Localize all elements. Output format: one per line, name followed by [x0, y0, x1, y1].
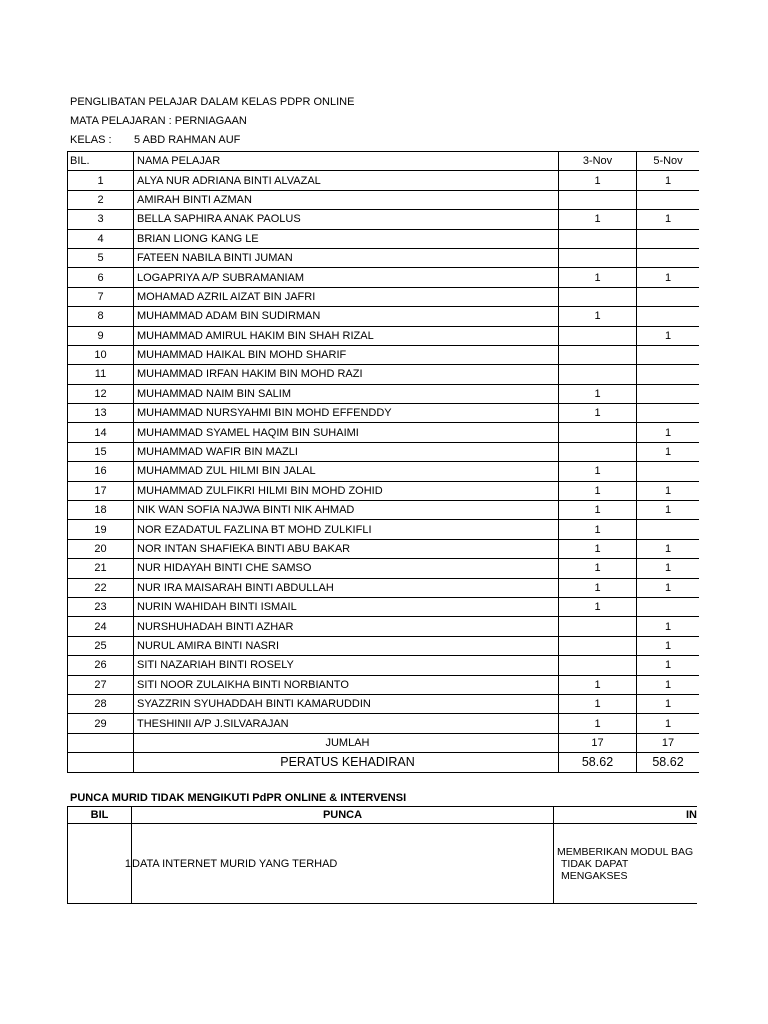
row-number: 4	[68, 229, 134, 248]
row-number: 17	[68, 481, 134, 500]
total-5-nov: 17	[637, 733, 700, 752]
attendance-3-nov: 1	[559, 578, 637, 597]
attendance-3-nov: 1	[559, 171, 637, 190]
attendance-3-nov	[559, 636, 637, 655]
row-number: 2	[68, 190, 134, 209]
student-name: NOR INTAN SHAFIEKA BINTI ABU BAKAR	[134, 539, 559, 558]
student-name: BRIAN LIONG KANG LE	[134, 229, 559, 248]
attendance-3-nov	[559, 229, 637, 248]
student-name: NIK WAN SOFIA NAJWA BINTI NIK AHMAD	[134, 501, 559, 520]
attendance-3-nov: 1	[559, 307, 637, 326]
attendance-3-nov: 1	[559, 210, 637, 229]
table-row	[68, 559, 700, 578]
attendance-5-nov: 1	[637, 442, 700, 461]
student-name: THESHINII A/P J.SILVARAJAN	[134, 714, 559, 733]
student-name: BELLA SAPHIRA ANAK PAOLUS	[134, 210, 559, 229]
table-row	[68, 423, 700, 442]
row-number: 14	[68, 423, 134, 442]
attendance-5-nov	[637, 248, 700, 267]
table-row	[68, 287, 700, 306]
total-row	[68, 733, 700, 752]
table-row	[68, 229, 700, 248]
attendance-3-nov: 1	[559, 501, 637, 520]
row-number: 18	[68, 501, 134, 520]
table-row	[68, 190, 700, 209]
column-header-name: NAMA PELAJAR	[134, 152, 559, 171]
attendance-3-nov	[559, 365, 637, 384]
row-number: 22	[68, 578, 134, 597]
attendance-3-nov: 1	[559, 520, 637, 539]
attendance-3-nov: 1	[559, 481, 637, 500]
column-header-date-2: 5-Nov	[637, 152, 700, 171]
percent-row	[68, 753, 700, 772]
attendance-5-nov: 1	[637, 578, 700, 597]
student-name: MUHAMMAD NURSYAHMI BIN MOHD EFFENDDY	[134, 404, 559, 423]
row-number: 25	[68, 636, 134, 655]
student-name: NURUL AMIRA BINTI NASRI	[134, 636, 559, 655]
table-row	[68, 656, 700, 675]
attendance-3-nov: 1	[559, 404, 637, 423]
attendance-5-nov	[637, 462, 700, 481]
table-row	[68, 539, 700, 558]
attendance-5-nov: 1	[637, 423, 700, 442]
table-row	[68, 501, 700, 520]
intervention-text	[554, 824, 698, 904]
row-number: 9	[68, 326, 134, 345]
row-number: 12	[68, 384, 134, 403]
class-label: KELAS :	[70, 134, 112, 146]
row-number: 3	[68, 210, 134, 229]
attendance-5-nov	[637, 345, 700, 364]
attendance-3-nov	[559, 617, 637, 636]
student-name: SITI NAZARIAH BINTI ROSELY	[134, 656, 559, 675]
table-row	[68, 210, 700, 229]
table-row	[68, 307, 700, 326]
attendance-5-nov	[637, 520, 700, 539]
table-row	[68, 384, 700, 403]
table-row	[68, 694, 700, 713]
table-row	[68, 442, 700, 461]
attendance-5-nov: 1	[637, 559, 700, 578]
attendance-5-nov	[637, 287, 700, 306]
table-row	[68, 462, 700, 481]
row-number: 24	[68, 617, 134, 636]
row-number: 6	[68, 268, 134, 287]
row-number: 26	[68, 656, 134, 675]
student-name: MUHAMMAD SYAMEL HAQIM BIN SUHAIMI	[134, 423, 559, 442]
subject-label: MATA PELAJARAN : PERNIAGAAN	[70, 115, 247, 127]
column-header-intervensi: IN	[554, 807, 698, 824]
attendance-3-nov	[559, 248, 637, 267]
student-name: MUHAMMAD ZUL HILMI BIN JALAL	[134, 462, 559, 481]
attendance-3-nov	[559, 190, 637, 209]
cause-intervention-table	[67, 806, 697, 904]
row-number: 19	[68, 520, 134, 539]
intervention-line-1: MEMBERIKAN MODUL BAG	[557, 845, 694, 858]
attendance-5-nov: 1	[637, 694, 700, 713]
table-row	[68, 520, 700, 539]
percent-5-nov: 58.62	[637, 753, 700, 772]
intervention-line-2: TIDAK DAPAT MENGAKSES	[561, 857, 629, 882]
student-name: SYAZZRIN SYUHADDAH BINTI KAMARUDDIN	[134, 694, 559, 713]
total-row-spacer	[68, 733, 134, 752]
attendance-5-nov	[637, 307, 700, 326]
student-name: MUHAMMAD IRFAN HAKIM BIN MOHD RAZI	[134, 365, 559, 384]
table-header-row	[68, 152, 700, 171]
row-number: 27	[68, 675, 134, 694]
student-name: MUHAMMAD ADAM BIN SUDIRMAN	[134, 307, 559, 326]
table-row	[68, 578, 700, 597]
attendance-3-nov: 1	[559, 597, 637, 616]
attendance-5-nov: 1	[637, 481, 700, 500]
cause-header-row	[68, 807, 698, 824]
row-number: 8	[68, 307, 134, 326]
attendance-5-nov	[637, 229, 700, 248]
attendance-3-nov: 1	[559, 714, 637, 733]
row-number: 5	[68, 248, 134, 267]
attendance-3-nov	[559, 326, 637, 345]
student-name: NURSHUHADAH BINTI AZHAR	[134, 617, 559, 636]
percent-label: PERATUS KEHADIRAN	[134, 753, 559, 772]
table-row	[68, 714, 700, 733]
total-3-nov: 17	[559, 733, 637, 752]
attendance-5-nov: 1	[637, 171, 700, 190]
table-row	[68, 636, 700, 655]
class-value: 5 ABD RAHMAN AUF	[134, 134, 241, 146]
column-header-bil: BIL.	[68, 152, 134, 171]
row-number: 16	[68, 462, 134, 481]
student-name: NUR HIDAYAH BINTI CHE SAMSO	[134, 559, 559, 578]
row-number: 15	[68, 442, 134, 461]
table-row	[68, 675, 700, 694]
table-row	[68, 404, 700, 423]
row-number: 7	[68, 287, 134, 306]
attendance-5-nov	[637, 365, 700, 384]
row-number: 20	[68, 539, 134, 558]
column-header-date-1: 3-Nov	[559, 152, 637, 171]
attendance-3-nov	[559, 287, 637, 306]
table-row	[68, 481, 700, 500]
attendance-3-nov	[559, 423, 637, 442]
attendance-table	[67, 151, 699, 773]
student-name: MOHAMAD AZRIL AIZAT BIN JAFRI	[134, 287, 559, 306]
attendance-5-nov	[637, 190, 700, 209]
student-name: MUHAMMAD ZULFIKRI HILMI BIN MOHD ZOHID	[134, 481, 559, 500]
student-name: LOGAPRIYA A/P SUBRAMANIAM	[134, 268, 559, 287]
row-number: 28	[68, 694, 134, 713]
attendance-3-nov: 1	[559, 694, 637, 713]
column-header-bil: BIL	[68, 807, 132, 824]
student-name: MUHAMMAD HAIKAL BIN MOHD SHARIF	[134, 345, 559, 364]
attendance-3-nov	[559, 442, 637, 461]
student-name: NOR EZADATUL FAZLINA BT MOHD ZULKIFLI	[134, 520, 559, 539]
student-name: AMIRAH BINTI AZMAN	[134, 190, 559, 209]
table-row	[68, 171, 700, 190]
attendance-5-nov: 1	[637, 636, 700, 655]
section-title: PUNCA MURID TIDAK MENGIKUTI PdPR ONLINE & INTERVENSI	[70, 792, 407, 804]
student-name: SITI NOOR ZULAIKHA BINTI NORBIANTO	[134, 675, 559, 694]
attendance-5-nov: 1	[637, 539, 700, 558]
attendance-3-nov: 1	[559, 559, 637, 578]
row-number: 29	[68, 714, 134, 733]
table-row	[68, 268, 700, 287]
row-number: 10	[68, 345, 134, 364]
class-row	[70, 134, 241, 147]
student-name: NURIN WAHIDAH BINTI ISMAIL	[134, 597, 559, 616]
table-row	[68, 597, 700, 616]
student-name: ALYA NUR ADRIANA BINTI ALVAZAL	[134, 171, 559, 190]
total-label: JUMLAH	[134, 733, 559, 752]
row-number: 21	[68, 559, 134, 578]
percent-row-spacer	[68, 753, 134, 772]
attendance-5-nov: 1	[637, 714, 700, 733]
attendance-5-nov: 1	[637, 675, 700, 694]
row-number: 23	[68, 597, 134, 616]
attendance-5-nov	[637, 597, 700, 616]
row-number: 13	[68, 404, 134, 423]
table-row	[68, 248, 700, 267]
column-header-punca: PUNCA	[132, 807, 554, 824]
attendance-3-nov: 1	[559, 675, 637, 694]
student-name: NUR IRA MAISARAH BINTI ABDULLAH	[134, 578, 559, 597]
student-name: MUHAMMAD NAIM BIN SALIM	[134, 384, 559, 403]
cause-number: 1	[68, 824, 132, 904]
attendance-5-nov: 1	[637, 326, 700, 345]
attendance-5-nov: 1	[637, 656, 700, 675]
percent-3-nov: 58.62	[559, 753, 637, 772]
report-title: PENGLIBATAN PELAJAR DALAM KELAS PDPR ONLINE	[70, 96, 355, 108]
attendance-3-nov	[559, 345, 637, 364]
attendance-3-nov	[559, 656, 637, 675]
cause-text: DATA INTERNET MURID YANG TERHAD	[132, 824, 554, 904]
attendance-5-nov: 1	[637, 617, 700, 636]
attendance-5-nov	[637, 404, 700, 423]
cause-row	[68, 824, 698, 904]
attendance-3-nov: 1	[559, 462, 637, 481]
student-name: FATEEN NABILA BINTI JUMAN	[134, 248, 559, 267]
attendance-3-nov: 1	[559, 268, 637, 287]
row-number: 1	[68, 171, 134, 190]
table-row	[68, 365, 700, 384]
attendance-5-nov	[637, 384, 700, 403]
attendance-3-nov: 1	[559, 539, 637, 558]
attendance-5-nov: 1	[637, 501, 700, 520]
student-name: MUHAMMAD AMIRUL HAKIM BIN SHAH RIZAL	[134, 326, 559, 345]
attendance-3-nov: 1	[559, 384, 637, 403]
attendance-5-nov: 1	[637, 210, 700, 229]
table-row	[68, 617, 700, 636]
attendance-5-nov: 1	[637, 268, 700, 287]
student-name: MUHAMMAD WAFIR BIN MAZLI	[134, 442, 559, 461]
table-row	[68, 326, 700, 345]
table-row	[68, 345, 700, 364]
attendance-table-body	[68, 152, 700, 773]
row-number: 11	[68, 365, 134, 384]
